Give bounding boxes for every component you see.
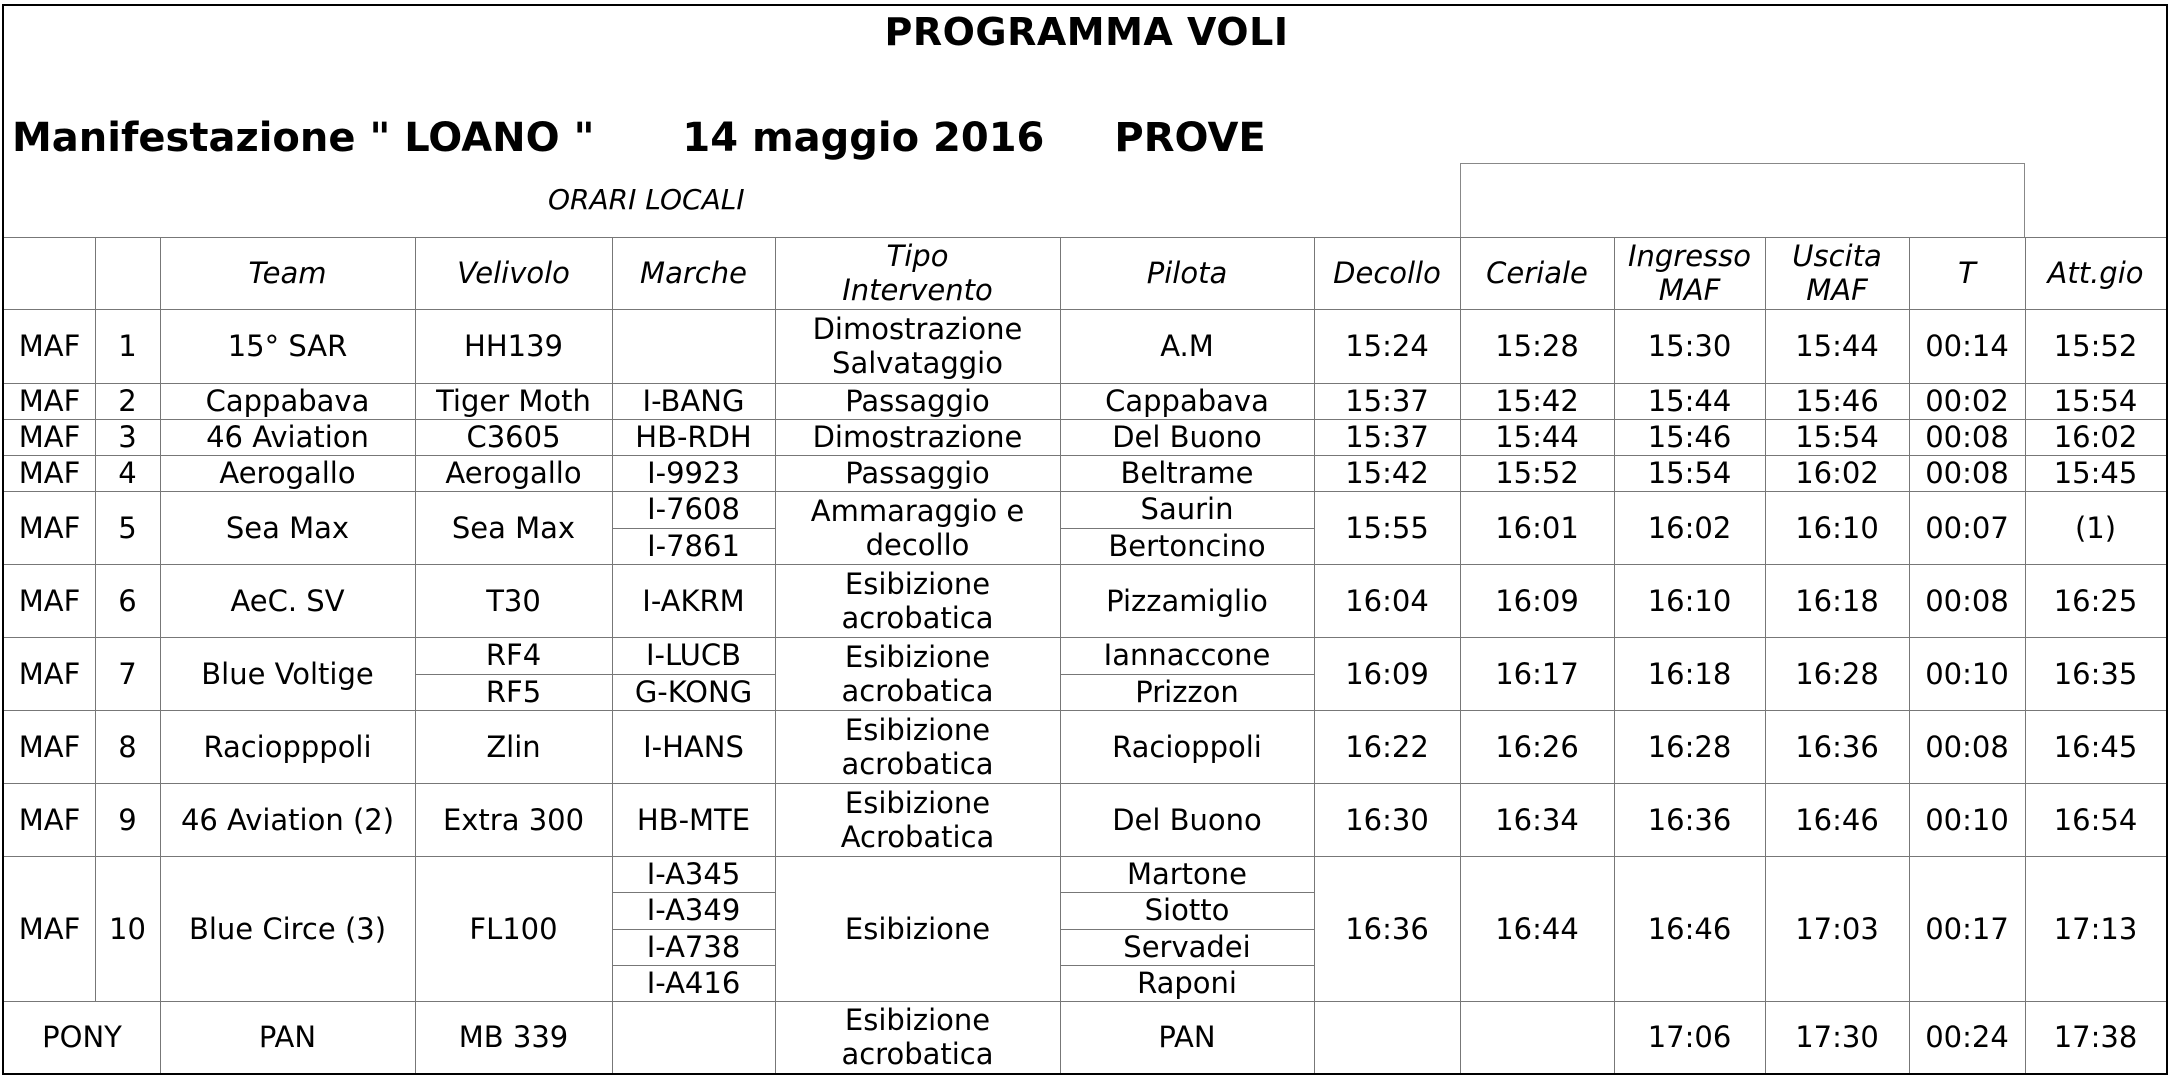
row-decollo: 15:55: [1345, 510, 1429, 545]
row-org: MAF: [18, 510, 81, 545]
row-ingresso: 16:02: [1647, 510, 1732, 545]
row-pilota: Pizzamiglio: [1106, 583, 1268, 618]
row-attgio: 16:35: [2053, 656, 2138, 691]
row-team: Sea Max: [225, 510, 350, 545]
row-tipo-line-1: Dimostrazione: [812, 312, 1023, 346]
row-t: 00:24: [1925, 1020, 2009, 1054]
row-decollo: 16:22: [1345, 729, 1429, 764]
row-marche: HB-MTE: [636, 802, 751, 837]
row-org: MAF: [18, 456, 81, 490]
row-tipo: [775, 491, 1060, 564]
row-ingresso: 16:10: [1647, 583, 1732, 618]
event-headline: [12, 115, 1266, 161]
row-tipo: Passaggio: [845, 456, 990, 490]
row-pilota: Siotto: [1144, 893, 1230, 928]
row-tipo: [775, 783, 1060, 856]
row-uscita: 17:30: [1795, 1020, 1879, 1054]
row-pilota: Martone: [1126, 857, 1248, 892]
row-uscita: 16:02: [1795, 456, 1879, 490]
row-t: 00:14: [1925, 329, 2009, 363]
row-tipo-line-2: acrobatica: [841, 1037, 994, 1071]
row-pilota: Saurin: [1140, 492, 1234, 527]
row-pilota: Cappabava: [1105, 384, 1269, 418]
row-t: 00:08: [1925, 420, 2009, 454]
row-org: MAF: [18, 329, 81, 363]
row-pilota: A.M: [1160, 329, 1214, 363]
event-date: 14 maggio 2016: [682, 115, 1045, 161]
row-team: Cappabava: [205, 384, 370, 418]
row-velivolo: RF4: [485, 638, 542, 673]
row-marche: HB-RDH: [635, 420, 752, 454]
row-marche: I-BANG: [642, 384, 745, 418]
row-tipo: Dimostrazione: [812, 420, 1023, 454]
col-header-ingresso: [1614, 237, 1765, 309]
row-pilota: Del Buono: [1112, 420, 1262, 454]
row-ceriale: 15:52: [1495, 456, 1579, 490]
row-pilota: Racioppoli: [1112, 729, 1262, 764]
row-pilota: Del Buono: [1112, 802, 1262, 837]
row-ceriale: 15:44: [1495, 420, 1579, 454]
row-marche-sub-rule: [612, 929, 775, 930]
row-decollo: 15:37: [1345, 384, 1429, 418]
row-velivolo: Tiger Moth: [436, 384, 591, 418]
row-number: 10: [109, 911, 146, 946]
row-t: 00:10: [1925, 656, 2009, 691]
row-team: Blue Voltige: [201, 656, 374, 691]
row-ingresso: 15:44: [1647, 384, 1732, 418]
col-header-t: T: [1958, 256, 1976, 290]
row-org: MAF: [18, 583, 81, 618]
row-velivolo: HH139: [464, 329, 563, 363]
row-ingresso: 15:30: [1647, 329, 1732, 363]
row-org: MAF: [18, 384, 81, 418]
col-header-decollo: Decollo: [1333, 256, 1441, 290]
row-ceriale: 16:01: [1495, 510, 1579, 545]
row-uscita: 16:10: [1795, 510, 1879, 545]
row-pilota: Prizzon: [1135, 674, 1239, 709]
row-number: 3: [118, 420, 137, 454]
row-velivolo: T30: [486, 583, 541, 618]
row-ingresso: 15:54: [1647, 456, 1732, 490]
row-ingresso: 16:28: [1647, 729, 1732, 764]
row-tipo-line-1: Ammaraggio e: [810, 493, 1025, 528]
row-number: 6: [118, 583, 137, 618]
row-ceriale: 16:44: [1495, 911, 1579, 946]
row-ingresso: 15:46: [1647, 420, 1732, 454]
row-velivolo: RF5: [485, 674, 542, 709]
row-ingresso: 16:46: [1647, 911, 1732, 946]
row-marche-sub-rule: [612, 674, 775, 675]
row-org: MAF: [18, 802, 81, 837]
row-tipo-line-1: Esibizione: [844, 712, 991, 747]
row-decollo: 16:09: [1345, 656, 1429, 691]
row-tipo-line-2: decollo: [865, 527, 970, 562]
row-marche: I-LUCB: [645, 638, 742, 673]
row-number: 8: [118, 729, 137, 764]
row-ceriale: 16:09: [1495, 583, 1579, 618]
row-tipo: [775, 564, 1060, 637]
row-velivolo: Zlin: [486, 729, 541, 764]
row-ceriale: 16:17: [1495, 656, 1579, 691]
col-header-pilota: Pilota: [1146, 256, 1228, 290]
row-attgio: 16:25: [2053, 583, 2138, 618]
row-t: 00:02: [1925, 384, 2009, 418]
row-tipo: Passaggio: [845, 384, 990, 418]
row-velivolo: FL100: [469, 911, 558, 946]
row-velivolo: C3605: [466, 420, 561, 454]
col-header-tipo-line-1: Tipo: [886, 239, 949, 273]
row-number: 2: [118, 384, 137, 418]
row-t: 00:10: [1925, 802, 2009, 837]
row-marche: I-7608: [647, 492, 740, 527]
row-marche-sub-rule: [612, 892, 775, 893]
row-t: 00:17: [1925, 911, 2009, 946]
col-header-tipo: [775, 237, 1060, 309]
row-ingresso: 17:06: [1647, 1020, 1732, 1054]
row-marche: I-A416: [646, 965, 741, 1000]
row-tipo-line-1: Esibizione: [844, 1003, 991, 1037]
row-pilota: Iannaccone: [1103, 638, 1271, 673]
row-velivolo: Aerogallo: [445, 456, 582, 490]
row-marche: I-A345: [646, 857, 741, 892]
row-decollo: 15:37: [1345, 420, 1429, 454]
row-decollo: 16:30: [1345, 802, 1429, 837]
row-team: Raciopppoli: [203, 729, 372, 764]
row-attgio: 17:13: [2053, 911, 2138, 946]
row-tipo: [775, 710, 1060, 783]
row-org: MAF: [18, 911, 81, 946]
col-header-marche: Marche: [640, 256, 747, 290]
row-org-merged: PONY: [42, 1020, 122, 1054]
row-decollo: [1314, 1001, 1460, 1073]
row-marche: I-7861: [647, 528, 740, 563]
row-ceriale: 16:26: [1495, 729, 1579, 764]
row-attgio: 17:38: [2053, 1020, 2138, 1054]
row-attgio: 15:52: [2053, 329, 2138, 363]
row-t: 00:08: [1925, 456, 2009, 490]
col-header-tipo-line-2: Intervento: [842, 273, 993, 307]
row-attgio: 15:54: [2053, 384, 2138, 418]
row-team: 15° SAR: [227, 329, 348, 363]
row-tipo-line-1: Esibizione: [844, 785, 991, 820]
row-uscita: 17:03: [1795, 911, 1879, 946]
row-team: Blue Circe (3): [188, 911, 387, 946]
row-velivolo: Sea Max: [451, 510, 576, 545]
local-times-note: ORARI LOCALI: [548, 183, 745, 216]
row-pilota-sub-rule: [1060, 674, 1314, 675]
row-pilota-sub-rule: [1060, 929, 1314, 930]
row-t: 00:08: [1925, 583, 2009, 618]
row-number: 9: [118, 802, 137, 837]
row-uscita: 16:18: [1795, 583, 1879, 618]
row-decollo: 15:24: [1345, 329, 1429, 363]
row-pilota: PAN: [1158, 1020, 1216, 1054]
row-tipo: [775, 309, 1060, 383]
row-ceriale: 16:34: [1495, 802, 1579, 837]
row-attgio: 15:45: [2053, 456, 2138, 490]
row-decollo: 16:04: [1345, 583, 1429, 618]
row-tipo-line-2: Salvataggio: [832, 346, 1003, 380]
event-session: PROVE: [1114, 115, 1266, 161]
row-pilota: Servadei: [1123, 929, 1251, 964]
row-tipo: Esibizione: [844, 911, 991, 946]
row-pilota: Raponi: [1137, 965, 1237, 1000]
row-velivolo-sub-rule: [415, 674, 612, 675]
row-team: 46 Aviation: [206, 420, 369, 454]
row-marche: [612, 309, 775, 383]
event-name: Manifestazione " LOANO ": [12, 115, 595, 161]
row-number: 7: [118, 656, 137, 691]
row-tipo-line-1: Esibizione: [844, 566, 991, 601]
row-team: AeC. SV: [230, 583, 345, 618]
row-tipo-line-2: Acrobatica: [840, 819, 995, 854]
row-attgio: 16:02: [2053, 420, 2138, 454]
row-attgio: 16:45: [2053, 729, 2138, 764]
row-marche: [612, 1001, 775, 1073]
col-header-velivolo: Velivolo: [457, 256, 570, 290]
row-marche-sub-rule: [612, 528, 775, 529]
row-marche: I-9923: [647, 456, 740, 490]
row-tipo-line-2: acrobatica: [841, 600, 994, 635]
row-marche: G-KONG: [634, 674, 753, 709]
col-header-ceriale: Ceriale: [1486, 256, 1588, 290]
row-velivolo: MB 339: [458, 1020, 569, 1054]
row-t: 00:07: [1925, 510, 2009, 545]
row-ingresso: 16:36: [1647, 802, 1732, 837]
row-number: 4: [118, 456, 137, 490]
row-pilota-sub-rule: [1060, 965, 1314, 966]
row-ceriale: [1460, 1001, 1614, 1073]
row-tipo-line-2: acrobatica: [841, 746, 994, 781]
header-box: [1460, 163, 2025, 237]
row-marche-sub-rule: [612, 965, 775, 966]
row-org: MAF: [18, 729, 81, 764]
row-marche: I-AKRM: [642, 583, 745, 618]
row-uscita: 16:36: [1795, 729, 1879, 764]
col-header-ingresso-line-2: MAF: [1658, 273, 1721, 307]
row-t: 00:08: [1925, 729, 2009, 764]
row-ingresso: 16:18: [1647, 656, 1732, 691]
row-uscita: 15:46: [1795, 384, 1879, 418]
row-ceriale: 15:42: [1495, 384, 1579, 418]
row-org: MAF: [18, 656, 81, 691]
row-team: PAN: [258, 1020, 317, 1054]
row-tipo: [775, 1001, 1060, 1073]
col-header-team: Team: [248, 256, 327, 290]
row-tipo: [775, 637, 1060, 710]
row-pilota-sub-rule: [1060, 528, 1314, 529]
row-marche: I-A349: [646, 893, 741, 928]
row-uscita: 16:46: [1795, 802, 1879, 837]
row-velivolo: Extra 300: [442, 802, 585, 837]
col-header-ingresso-line-1: Ingresso: [1627, 239, 1752, 273]
row-marche: I-A738: [646, 929, 741, 964]
row-uscita: 15:44: [1795, 329, 1879, 363]
row-team: 46 Aviation (2): [180, 802, 395, 837]
row-ceriale: 15:28: [1495, 329, 1579, 363]
row-decollo: 16:36: [1345, 911, 1429, 946]
row-pilota: Bertoncino: [1108, 528, 1266, 563]
row-pilota: Beltrame: [1120, 456, 1254, 490]
row-tipo-line-1: Esibizione: [844, 639, 991, 674]
col-header-attgio: Att.gio: [2047, 256, 2144, 290]
row-pilota-sub-rule: [1060, 892, 1314, 893]
row-marche: I-HANS: [643, 729, 744, 764]
col-header-uscita-line-2: MAF: [1806, 273, 1868, 307]
row-org: MAF: [18, 420, 81, 454]
row-uscita: 15:54: [1795, 420, 1879, 454]
page-title: PROGRAMMA VOLI: [884, 10, 1289, 54]
row-tipo-line-2: acrobatica: [841, 673, 994, 708]
row-decollo: 15:42: [1345, 456, 1429, 490]
col-header-uscita: [1765, 237, 1909, 309]
row-attgio: (1): [2074, 510, 2117, 545]
col-header-uscita-line-1: Uscita: [1792, 239, 1882, 273]
row-number: 1: [118, 329, 137, 363]
row-team: Aerogallo: [219, 456, 356, 490]
row-number: 5: [118, 510, 137, 545]
row-attgio: 16:54: [2053, 802, 2138, 837]
row-uscita: 16:28: [1795, 656, 1879, 691]
